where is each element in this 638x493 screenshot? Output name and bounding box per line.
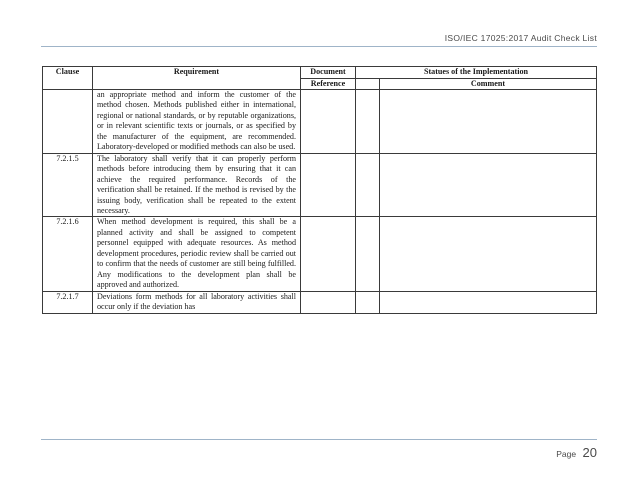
comment-cell[interactable] bbox=[380, 217, 597, 291]
table-row bbox=[43, 90, 597, 154]
clause-cell: 7.2.1.5 bbox=[43, 153, 93, 217]
footer-divider bbox=[41, 439, 597, 440]
table-row bbox=[43, 217, 597, 291]
document-reference-cell[interactable] bbox=[301, 90, 356, 154]
audit-checklist-table bbox=[42, 66, 597, 314]
document-reference-cell[interactable] bbox=[301, 153, 356, 217]
clause-cell: 7.2.1.7 bbox=[43, 291, 93, 313]
clause-cell: 7.2.1.6 bbox=[43, 217, 93, 291]
statues-column-header: Statues of the Implementation bbox=[356, 67, 597, 79]
comment-cell[interactable] bbox=[380, 153, 597, 217]
table-header-row bbox=[43, 67, 597, 79]
page-number: 20 bbox=[582, 445, 597, 460]
requirement-cell: an appropriate method and inform the customer of the method chosen. Methods published either in international, regional or national standards, or by reputable organizations, or in relevant scientific texts or journals, or as specified by the manufacturer of the equipment, are recommended. Laboratory-developed or modified methods can also be used. bbox=[93, 90, 301, 154]
status-check-cell[interactable] bbox=[356, 153, 380, 217]
document-reference-cell[interactable] bbox=[301, 291, 356, 313]
clause-column-header: Clause bbox=[43, 67, 93, 90]
document-column-header: Document bbox=[301, 67, 356, 79]
clause-cell bbox=[43, 90, 93, 154]
header-divider bbox=[41, 46, 597, 47]
reference-column-header: Reference bbox=[301, 78, 356, 90]
requirement-column-header: Requirement bbox=[93, 67, 301, 90]
comment-cell[interactable] bbox=[380, 291, 597, 313]
page-label: Page bbox=[556, 449, 577, 459]
comment-cell[interactable] bbox=[380, 90, 597, 154]
page-footer bbox=[41, 444, 597, 462]
requirement-cell: When method development is required, this shall be a planned activity and shall be assigned to competent personnel equipped with adequate resources. As method development procedures, periodic review shall be carried out to confirm that the needs of customer are still being fulfilled. Any modifications to the development plan shall be approved and authorized. bbox=[93, 217, 301, 291]
comment-column-header: Comment bbox=[380, 78, 597, 90]
document-reference-cell[interactable] bbox=[301, 217, 356, 291]
status-check-header bbox=[356, 78, 380, 90]
status-check-cell[interactable] bbox=[356, 90, 380, 154]
requirement-cell: The laboratory shall verify that it can properly perform methods before introducing them by ensuring that it can achieve the required performance. Records of the verification shall be retained. If the method is revised by the issuing body, verification shall be repeated to the extent necessary. bbox=[93, 153, 301, 217]
table-row bbox=[43, 153, 597, 217]
page-header-title: ISO/IEC 17025:2017 Audit Check List bbox=[444, 33, 597, 43]
requirement-cell: Deviations form methods for all laboratory activities shall occur only if the deviation has bbox=[93, 291, 301, 313]
status-check-cell[interactable] bbox=[356, 291, 380, 313]
status-check-cell[interactable] bbox=[356, 217, 380, 291]
table-row bbox=[43, 291, 597, 313]
